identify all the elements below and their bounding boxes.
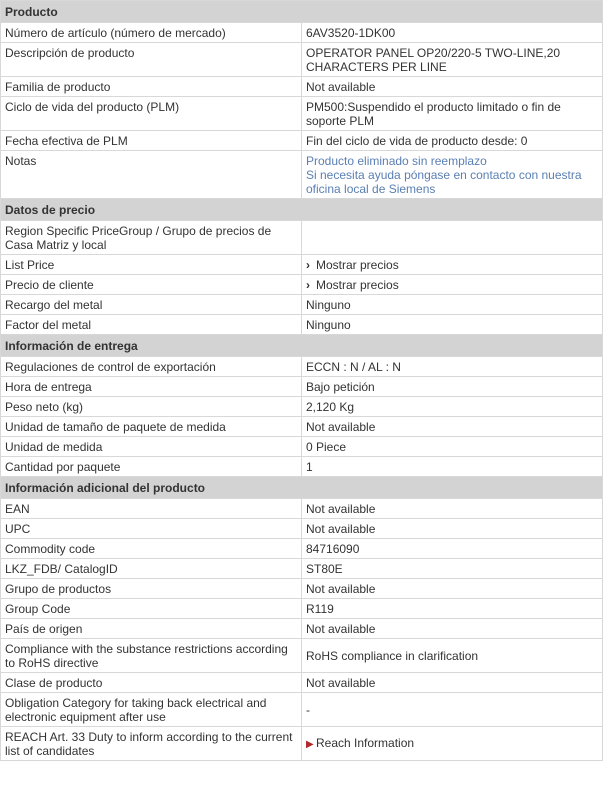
- section-title: Información de entrega: [1, 335, 603, 357]
- row-label: List Price: [1, 255, 302, 275]
- table-row: [1, 77, 603, 97]
- section-header-adicional: [1, 477, 603, 499]
- row-value: RoHS compliance in clarification: [302, 639, 603, 673]
- row-value: Fin del ciclo de vida de producto desde: 0: [302, 131, 603, 151]
- row-label: REACH Art. 33 Duty to inform according to the current list of candidates: [1, 727, 302, 761]
- row-label: Grupo de productos: [1, 579, 302, 599]
- table-row: [1, 131, 603, 151]
- row-value: PM500:Suspendido el producto limitado o fin de soporte PLM: [302, 97, 603, 131]
- show-customer-prices-link[interactable]: [306, 278, 399, 292]
- reach-information-link[interactable]: [306, 736, 414, 750]
- row-label: Número de artículo (número de mercado): [1, 23, 302, 43]
- row-label: País de origen: [1, 619, 302, 639]
- row-value: ST80E: [302, 559, 603, 579]
- table-row: [1, 499, 603, 519]
- row-label: Obligation Category for taking back electrical and electronic equipment after use: [1, 693, 302, 727]
- row-value: [302, 727, 603, 761]
- row-label: Ciclo de vida del producto (PLM): [1, 97, 302, 131]
- table-row: [1, 673, 603, 693]
- show-prices-label: Mostrar precios: [316, 258, 399, 272]
- chevron-right-icon: ›: [306, 258, 310, 272]
- table-row: [1, 97, 603, 131]
- table-row: [1, 315, 603, 335]
- table-row: [1, 519, 603, 539]
- table-row: [1, 639, 603, 673]
- row-value: Not available: [302, 619, 603, 639]
- row-label: Compliance with the substance restrictions according to RoHS directive: [1, 639, 302, 673]
- row-label: Region Specific PriceGroup / Grupo de precios de Casa Matriz y local: [1, 221, 302, 255]
- row-value: ECCN : N / AL : N: [302, 357, 603, 377]
- row-label: EAN: [1, 499, 302, 519]
- row-value: OPERATOR PANEL OP20/220-5 TWO-LINE,20 CHARACTERS PER LINE: [302, 43, 603, 77]
- row-value: 84716090: [302, 539, 603, 559]
- table-row: [1, 599, 603, 619]
- row-value: [302, 151, 603, 199]
- row-label: Regulaciones de control de exportación: [1, 357, 302, 377]
- row-label: Descripción de producto: [1, 43, 302, 77]
- row-value: R119: [302, 599, 603, 619]
- row-label: Cantidad por paquete: [1, 457, 302, 477]
- row-value: Bajo petición: [302, 377, 603, 397]
- row-value: Not available: [302, 519, 603, 539]
- row-value: Ninguno: [302, 315, 603, 335]
- show-prices-label: Mostrar precios: [316, 278, 399, 292]
- row-label: Hora de entrega: [1, 377, 302, 397]
- table-row: [1, 619, 603, 639]
- row-value: 0 Piece: [302, 437, 603, 457]
- section-title: Datos de precio: [1, 199, 603, 221]
- row-value: Not available: [302, 417, 603, 437]
- chevron-right-icon: ›: [306, 278, 310, 292]
- table-row: [1, 151, 603, 199]
- row-label: Familia de producto: [1, 77, 302, 97]
- row-value: Not available: [302, 579, 603, 599]
- section-title: Producto: [1, 1, 603, 23]
- note-contact-link[interactable]: Si necesita ayuda póngase en contacto con nuestra oficina local de Siemens: [306, 168, 582, 196]
- table-row: [1, 539, 603, 559]
- table-row: [1, 23, 603, 43]
- table-row: [1, 397, 603, 417]
- row-value: 2,120 Kg: [302, 397, 603, 417]
- row-value: Not available: [302, 673, 603, 693]
- row-value: Ninguno: [302, 295, 603, 315]
- table-row: [1, 579, 603, 599]
- row-value: [302, 275, 603, 295]
- table-row: [1, 437, 603, 457]
- row-value: Not available: [302, 499, 603, 519]
- row-label: LKZ_FDB/ CatalogID: [1, 559, 302, 579]
- row-label: Recargo del metal: [1, 295, 302, 315]
- row-label: Group Code: [1, 599, 302, 619]
- row-value: [302, 221, 603, 255]
- row-label: UPC: [1, 519, 302, 539]
- row-label: Factor del metal: [1, 315, 302, 335]
- triangle-right-icon: ▶: [306, 739, 314, 750]
- row-label: Notas: [1, 151, 302, 199]
- table-row: [1, 255, 603, 275]
- row-value: 1: [302, 457, 603, 477]
- row-value: [302, 255, 603, 275]
- row-value: Not available: [302, 77, 603, 97]
- table-row: [1, 727, 603, 761]
- note-discontinued-link[interactable]: Producto eliminado sin reemplazo: [306, 154, 487, 168]
- table-row: [1, 457, 603, 477]
- table-row: [1, 295, 603, 315]
- show-prices-link[interactable]: [306, 258, 399, 272]
- row-label: Unidad de tamaño de paquete de medida: [1, 417, 302, 437]
- section-title: Información adicional del producto: [1, 477, 603, 499]
- row-label: Fecha efectiva de PLM: [1, 131, 302, 151]
- row-label: Peso neto (kg): [1, 397, 302, 417]
- section-header-entrega: [1, 335, 603, 357]
- row-label: Precio de cliente: [1, 275, 302, 295]
- reach-information-label: Reach Information: [316, 736, 415, 750]
- table-row: [1, 693, 603, 727]
- table-row: [1, 417, 603, 437]
- table-row: [1, 559, 603, 579]
- table-row: [1, 357, 603, 377]
- row-value: -: [302, 693, 603, 727]
- table-row: [1, 221, 603, 255]
- section-header-producto: [1, 1, 603, 23]
- table-row: [1, 377, 603, 397]
- row-label: Commodity code: [1, 539, 302, 559]
- table-row: [1, 275, 603, 295]
- row-value: 6AV3520-1DK00: [302, 23, 603, 43]
- table-row: [1, 43, 603, 77]
- row-label: Clase de producto: [1, 673, 302, 693]
- section-header-precio: [1, 199, 603, 221]
- row-label: Unidad de medida: [1, 437, 302, 457]
